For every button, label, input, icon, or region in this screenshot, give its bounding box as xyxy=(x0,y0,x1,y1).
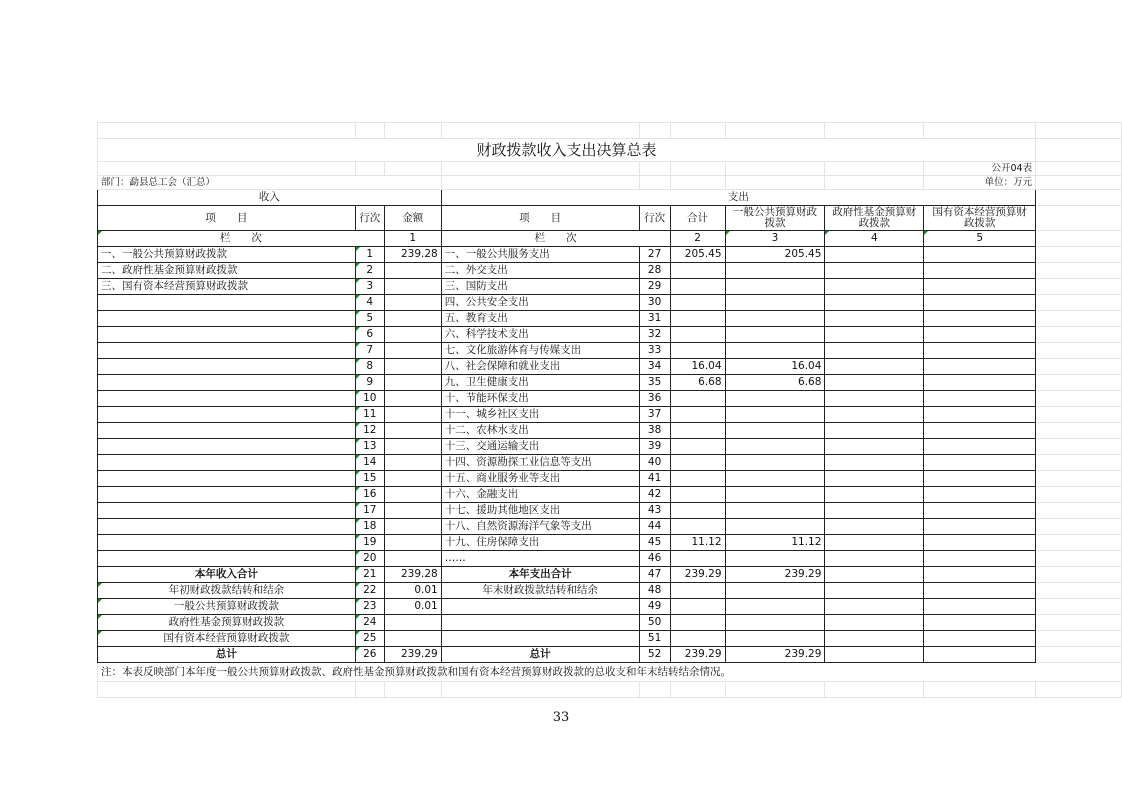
summary-expense-row-no: 47 xyxy=(639,567,670,583)
income-row-no: 10 xyxy=(355,391,384,407)
summary-expense-general xyxy=(725,631,825,647)
col-row-no2: 行次 xyxy=(639,206,670,231)
col-index-label2: 栏 次 xyxy=(441,231,670,247)
expense-row-no: 27 xyxy=(639,247,670,263)
expense-total xyxy=(670,439,725,455)
summary-expense-state xyxy=(924,583,1036,599)
income-row-no: 13 xyxy=(355,439,384,455)
income-item xyxy=(98,519,356,535)
table-row xyxy=(98,391,1122,407)
col-index-fund: 4 xyxy=(825,231,924,247)
expense-general xyxy=(725,391,825,407)
income-amount xyxy=(384,519,441,535)
income-row-no: 2 xyxy=(355,263,384,279)
expense-general xyxy=(725,343,825,359)
spreadsheet-sheet xyxy=(97,122,1122,678)
income-amount xyxy=(384,407,441,423)
income-row-no: 1 xyxy=(355,247,384,263)
expense-item: 二、外交支出 xyxy=(441,263,639,279)
summary-expense-fund xyxy=(825,615,924,631)
expense-row-no: 30 xyxy=(639,295,670,311)
expense-row-no: 29 xyxy=(639,279,670,295)
expense-state xyxy=(924,327,1036,343)
expense-item: …… xyxy=(441,551,639,567)
income-row-no: 7 xyxy=(355,343,384,359)
summary-income-row-no: 25 xyxy=(355,631,384,647)
expense-item: 六、科学技术支出 xyxy=(441,327,639,343)
table-row xyxy=(98,263,1122,279)
expense-row-no: 43 xyxy=(639,503,670,519)
table-row xyxy=(98,295,1122,311)
summary-income-item: 国有资本经营预算财政拨款 xyxy=(98,631,356,647)
summary-expense-state xyxy=(924,631,1036,647)
summary-expense-general xyxy=(725,615,825,631)
expense-state xyxy=(924,503,1036,519)
table-row xyxy=(98,439,1122,455)
expense-state xyxy=(924,519,1036,535)
income-amount xyxy=(384,471,441,487)
col-fund: 政府性基金预算财政拨款 xyxy=(825,206,924,231)
expense-fund xyxy=(825,375,924,391)
expense-fund xyxy=(825,439,924,455)
expense-state xyxy=(924,279,1036,295)
expense-fund xyxy=(825,247,924,263)
summary-expense-state xyxy=(924,647,1036,663)
income-row-no: 5 xyxy=(355,311,384,327)
expense-total xyxy=(670,423,725,439)
summary-income-row-no: 21 xyxy=(355,567,384,583)
expense-item: 三、国防支出 xyxy=(441,279,639,295)
income-amount xyxy=(384,343,441,359)
income-amount: 239.28 xyxy=(384,247,441,263)
table-row xyxy=(98,311,1122,327)
summary-expense-state xyxy=(924,615,1036,631)
expense-general xyxy=(725,439,825,455)
expense-total: 11.12 xyxy=(670,535,725,551)
income-item: 一、一般公共预算财政拨款 xyxy=(98,247,356,263)
summary-income-item: 年初财政拨款结转和结余 xyxy=(98,583,356,599)
income-amount xyxy=(384,551,441,567)
summary-income-amount xyxy=(384,615,441,631)
expense-state xyxy=(924,247,1036,263)
income-amount xyxy=(384,359,441,375)
expense-item: 四、公共安全支出 xyxy=(441,295,639,311)
col-row-no: 行次 xyxy=(355,206,384,231)
table-row xyxy=(98,423,1122,439)
table-row xyxy=(98,551,1122,567)
expense-item: 一、一般公共服务支出 xyxy=(441,247,639,263)
expense-state xyxy=(924,391,1036,407)
expense-item: 十八、自然资源海洋气象等支出 xyxy=(441,519,639,535)
table-row xyxy=(98,487,1122,503)
income-item xyxy=(98,487,356,503)
expense-total xyxy=(670,503,725,519)
summary-expense-total xyxy=(670,583,725,599)
expense-state xyxy=(924,311,1036,327)
department-label: 部门：勐县总工会（汇总） xyxy=(98,176,442,190)
summary-income-row-no: 22 xyxy=(355,583,384,599)
expense-total xyxy=(670,519,725,535)
summary-expense-item: 总计 xyxy=(441,647,639,663)
table-row xyxy=(98,343,1122,359)
expense-state xyxy=(924,423,1036,439)
table-row xyxy=(98,471,1122,487)
table-row xyxy=(98,503,1122,519)
summary-row xyxy=(98,631,1122,647)
summary-expense-general xyxy=(725,599,825,615)
col-index-state: 5 xyxy=(924,231,1036,247)
expense-total xyxy=(670,551,725,567)
income-item: 二、政府性基金预算财政拨款 xyxy=(98,263,356,279)
expense-general xyxy=(725,423,825,439)
expense-row-no: 46 xyxy=(639,551,670,567)
expense-state xyxy=(924,263,1036,279)
expense-fund xyxy=(825,503,924,519)
expense-general: 16.04 xyxy=(725,359,825,375)
summary-income-row-no: 26 xyxy=(355,647,384,663)
expense-row-no: 45 xyxy=(639,535,670,551)
income-item xyxy=(98,471,356,487)
summary-expense-fund xyxy=(825,599,924,615)
expense-row-no: 40 xyxy=(639,455,670,471)
expense-general xyxy=(725,407,825,423)
summary-row xyxy=(98,567,1122,583)
expense-item: 十三、交通运输支出 xyxy=(441,439,639,455)
expense-fund xyxy=(825,519,924,535)
expense-row-no: 31 xyxy=(639,311,670,327)
expense-fund xyxy=(825,551,924,567)
expense-row-no: 33 xyxy=(639,343,670,359)
income-amount xyxy=(384,455,441,471)
expense-total xyxy=(670,455,725,471)
income-amount xyxy=(384,503,441,519)
expense-item: 十五、商业服务业等支出 xyxy=(441,471,639,487)
summary-expense-total: 239.29 xyxy=(670,647,725,663)
expense-general: 11.12 xyxy=(725,535,825,551)
income-row-no: 20 xyxy=(355,551,384,567)
income-item xyxy=(98,391,356,407)
col-amount: 金额 xyxy=(384,206,441,231)
income-item xyxy=(98,439,356,455)
expense-total: 205.45 xyxy=(670,247,725,263)
summary-expense-row-no: 52 xyxy=(639,647,670,663)
expense-item: 九、卫生健康支出 xyxy=(441,375,639,391)
expense-item: 十一、城乡社区支出 xyxy=(441,407,639,423)
income-header: 收入 xyxy=(98,190,442,206)
summary-income-row-no: 23 xyxy=(355,599,384,615)
income-item xyxy=(98,423,356,439)
expense-fund xyxy=(825,311,924,327)
expense-fund xyxy=(825,455,924,471)
expense-fund xyxy=(825,359,924,375)
income-amount xyxy=(384,311,441,327)
summary-expense-fund xyxy=(825,647,924,663)
expense-general xyxy=(725,263,825,279)
summary-income-amount: 0.01 xyxy=(384,599,441,615)
income-amount xyxy=(384,263,441,279)
summary-expense-total xyxy=(670,631,725,647)
summary-income-item: 本年收入合计 xyxy=(98,567,356,583)
expense-row-no: 42 xyxy=(639,487,670,503)
summary-expense-row-no: 49 xyxy=(639,599,670,615)
expense-general xyxy=(725,311,825,327)
expense-row-no: 35 xyxy=(639,375,670,391)
income-row-no: 17 xyxy=(355,503,384,519)
income-amount xyxy=(384,375,441,391)
income-item xyxy=(98,295,356,311)
col-item2: 项 目 xyxy=(441,206,639,231)
expense-state xyxy=(924,375,1036,391)
expense-general xyxy=(725,503,825,519)
table-row xyxy=(98,407,1122,423)
expense-total xyxy=(670,279,725,295)
expense-fund xyxy=(825,535,924,551)
expense-total xyxy=(670,407,725,423)
footnote: 注：本表反映部门本年度一般公共预算财政拨款、政府性基金预算财政拨款和国有资本经营预算财政拨款的总收支和年末结转结余情况。 xyxy=(98,663,1122,682)
expense-item: 七、文化旅游体育与传媒支出 xyxy=(441,343,639,359)
income-item xyxy=(98,343,356,359)
fiscal-table xyxy=(97,122,1122,698)
summary-income-amount xyxy=(384,631,441,647)
summary-expense-item xyxy=(441,615,639,631)
summary-income-item: 政府性基金预算财政拨款 xyxy=(98,615,356,631)
expense-general xyxy=(725,487,825,503)
expense-total xyxy=(670,343,725,359)
expense-row-no: 28 xyxy=(639,263,670,279)
income-item xyxy=(98,407,356,423)
expense-row-no: 41 xyxy=(639,471,670,487)
col-item: 项 目 xyxy=(98,206,356,231)
income-item xyxy=(98,359,356,375)
summary-expense-fund xyxy=(825,583,924,599)
income-amount xyxy=(384,439,441,455)
summary-income-row-no: 24 xyxy=(355,615,384,631)
expense-row-no: 38 xyxy=(639,423,670,439)
expense-general xyxy=(725,279,825,295)
page-number: 33 xyxy=(552,710,570,725)
table-row xyxy=(98,279,1122,295)
expense-fund xyxy=(825,295,924,311)
income-row-no: 18 xyxy=(355,519,384,535)
expense-fund xyxy=(825,279,924,295)
table-row xyxy=(98,519,1122,535)
expense-total xyxy=(670,295,725,311)
summary-expense-row-no: 48 xyxy=(639,583,670,599)
expense-row-no: 37 xyxy=(639,407,670,423)
income-row-no: 8 xyxy=(355,359,384,375)
expense-row-no: 36 xyxy=(639,391,670,407)
expense-total xyxy=(670,391,725,407)
expense-item: 十四、资源勘探工业信息等支出 xyxy=(441,455,639,471)
expense-fund xyxy=(825,471,924,487)
expense-row-no: 34 xyxy=(639,359,670,375)
expense-general xyxy=(725,519,825,535)
expense-total xyxy=(670,327,725,343)
expense-general xyxy=(725,471,825,487)
income-row-no: 9 xyxy=(355,375,384,391)
income-amount xyxy=(384,279,441,295)
income-row-no: 12 xyxy=(355,423,384,439)
income-row-no: 3 xyxy=(355,279,384,295)
expense-item: 十、节能环保支出 xyxy=(441,391,639,407)
income-amount xyxy=(384,327,441,343)
summary-income-item: 总计 xyxy=(98,647,356,663)
expense-fund xyxy=(825,327,924,343)
summary-income-item: 一般公共预算财政拨款 xyxy=(98,599,356,615)
expense-fund xyxy=(825,407,924,423)
summary-expense-total xyxy=(670,599,725,615)
expense-state xyxy=(924,455,1036,471)
income-row-no: 16 xyxy=(355,487,384,503)
expense-total xyxy=(670,311,725,327)
expense-total xyxy=(670,471,725,487)
summary-expense-general xyxy=(725,583,825,599)
summary-row xyxy=(98,599,1122,615)
form-code: 公开04表 xyxy=(924,162,1036,176)
expense-row-no: 39 xyxy=(639,439,670,455)
expense-row-no: 44 xyxy=(639,519,670,535)
expense-state xyxy=(924,471,1036,487)
summary-expense-fund xyxy=(825,567,924,583)
expense-general: 6.68 xyxy=(725,375,825,391)
summary-expense-general: 239.29 xyxy=(725,647,825,663)
income-item xyxy=(98,535,356,551)
summary-income-amount: 239.28 xyxy=(384,567,441,583)
unit-label: 单位：万元 xyxy=(924,176,1036,190)
income-row-no: 6 xyxy=(355,327,384,343)
table-row xyxy=(98,327,1122,343)
expense-fund xyxy=(825,343,924,359)
income-amount xyxy=(384,391,441,407)
income-item: 三、国有资本经营预算财政拨款 xyxy=(98,279,356,295)
summary-row xyxy=(98,583,1122,599)
expense-header: 支出 xyxy=(441,190,1035,206)
expense-state xyxy=(924,343,1036,359)
summary-row xyxy=(98,615,1122,631)
col-state: 国有资本经营预算财政拨款 xyxy=(924,206,1036,231)
expense-item: 十六、金融支出 xyxy=(441,487,639,503)
income-item xyxy=(98,311,356,327)
expense-general xyxy=(725,551,825,567)
expense-general xyxy=(725,327,825,343)
expense-total: 6.68 xyxy=(670,375,725,391)
summary-expense-state xyxy=(924,567,1036,583)
col-total: 合计 xyxy=(670,206,725,231)
income-item xyxy=(98,375,356,391)
income-row-no: 19 xyxy=(355,535,384,551)
expense-row-no: 32 xyxy=(639,327,670,343)
table-row xyxy=(98,247,1122,263)
expense-state xyxy=(924,295,1036,311)
summary-expense-item: 年末财政拨款结转和结余 xyxy=(441,583,639,599)
income-row-no: 11 xyxy=(355,407,384,423)
income-amount xyxy=(384,535,441,551)
income-item xyxy=(98,551,356,567)
summary-expense-general: 239.29 xyxy=(725,567,825,583)
income-amount xyxy=(384,487,441,503)
expense-general xyxy=(725,295,825,311)
expense-fund xyxy=(825,423,924,439)
expense-state xyxy=(924,535,1036,551)
income-item xyxy=(98,503,356,519)
income-item xyxy=(98,327,356,343)
expense-total: 16.04 xyxy=(670,359,725,375)
expense-state xyxy=(924,359,1036,375)
col-index-total: 2 xyxy=(670,231,725,247)
income-row-no: 4 xyxy=(355,295,384,311)
expense-item: 十九、住房保障支出 xyxy=(441,535,639,551)
summary-income-amount: 239.29 xyxy=(384,647,441,663)
summary-expense-item xyxy=(441,631,639,647)
expense-item: 五、教育支出 xyxy=(441,311,639,327)
expense-state xyxy=(924,551,1036,567)
table-row xyxy=(98,535,1122,551)
table-title: 财政拨款收入支出决算总表 xyxy=(98,139,1036,162)
summary-expense-fund xyxy=(825,631,924,647)
col-index-label: 栏 次 xyxy=(98,231,385,247)
table-row xyxy=(98,359,1122,375)
expense-state xyxy=(924,439,1036,455)
expense-total xyxy=(670,487,725,503)
expense-fund xyxy=(825,263,924,279)
summary-expense-item xyxy=(441,599,639,615)
expense-fund xyxy=(825,391,924,407)
expense-fund xyxy=(825,487,924,503)
income-amount xyxy=(384,423,441,439)
expense-general xyxy=(725,455,825,471)
summary-income-amount: 0.01 xyxy=(384,583,441,599)
income-row-no: 14 xyxy=(355,455,384,471)
col-index-general: 3 xyxy=(725,231,825,247)
summary-expense-row-no: 51 xyxy=(639,631,670,647)
expense-state xyxy=(924,487,1036,503)
income-amount xyxy=(384,295,441,311)
col-index-amount: 1 xyxy=(384,231,441,247)
summary-expense-state xyxy=(924,599,1036,615)
summary-expense-total xyxy=(670,615,725,631)
expense-total xyxy=(670,263,725,279)
summary-expense-item: 本年支出合计 xyxy=(441,567,639,583)
summary-row xyxy=(98,647,1122,663)
summary-expense-total: 239.29 xyxy=(670,567,725,583)
summary-expense-row-no: 50 xyxy=(639,615,670,631)
income-item xyxy=(98,455,356,471)
expense-general: 205.45 xyxy=(725,247,825,263)
income-row-no: 15 xyxy=(355,471,384,487)
col-general: 一般公共预算财政拨款 xyxy=(725,206,825,231)
table-row xyxy=(98,455,1122,471)
expense-item: 八、社会保障和就业支出 xyxy=(441,359,639,375)
expense-state xyxy=(924,407,1036,423)
expense-item: 十二、农林水支出 xyxy=(441,423,639,439)
expense-item: 十七、援助其他地区支出 xyxy=(441,503,639,519)
table-row xyxy=(98,375,1122,391)
